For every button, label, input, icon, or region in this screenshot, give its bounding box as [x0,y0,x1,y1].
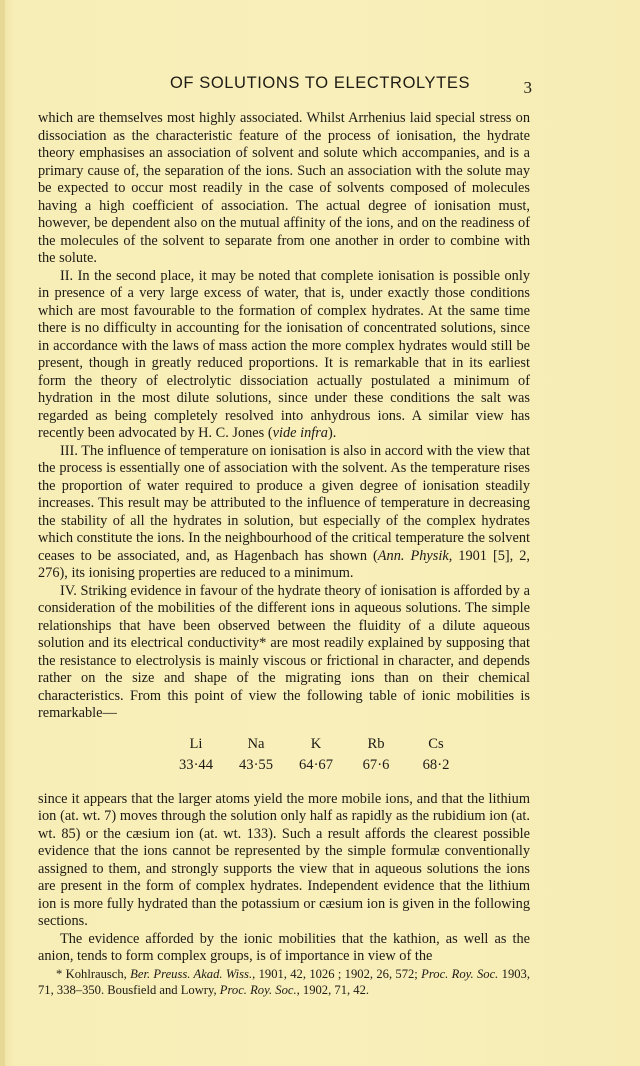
running-title: OF SOLUTIONS TO ELECTROLYTES [169,74,471,92]
paragraph-3-end: 1901 [5], 2, 276), its ionising properties are reduced to a minimum. [38,547,530,581]
paragraph-3-citation: Ann. Physik, [377,547,453,564]
ion-cell: Cs [428,735,444,752]
paragraph-3 [38,443,530,583]
page-number: 3 [523,78,532,97]
mobility-cell: 68·2 [422,757,450,773]
paragraph-5: since it appears that the larger atoms yield the more mobile ions, and that the lithium ion (at. wt. 7) moves through the solution only half as rapidly as the rubidium ion (at. wt. 85) or the cæsium ion (at. wt. 133). Such a result affords the clearest possible evidence that the ions cannot be represented by the simple formulæ conventionally assigned to them, and strongly supports the view that in aqueous solutions the ions are present in the form of complex hydrates. Independent evidence that the lithium ion is more fully hydrated than the potassium or cæsium ion is given in the following sections. [38,790,530,929]
paragraph-3-text: III. The influence of temperature on ionisation is also in accord with the view that the process is essentially one of association with the solvent. As the temperature rises the proportion of water required to produce a given degree of ionisation steadily increases. This result may be attributed to the influence of temperature in decreasing the stability of all the hydrates in solution, but especially of the complex hydrates which constitute the ions. In the neighbourhood of the critical temperature the solvent ceases to be associated, and, as Hagenbach has shown ( [38,442,530,564]
paragraph-2-end: ). [327,425,337,441]
ion-cell: Rb [367,735,385,752]
table-row-values [166,755,466,777]
paragraph-2-text: II. In the second place, it may be noted that complete ionisation is possible only in presence of a very large excess of water, that is, under exactly those conditions which are most favourable to the formation of complex hydrates. At the same time there is no difficulty in accounting for the ionisation of concentrated solutions, since in accordance with the laws of mass action the more complex hydrates would still be present, though in greatly reduced proportions. It is remarkable that in its earliest form the theory of electrolytic dissociation actually postulated a minimum of hydration in the most dilute solutions, since under these conditions the salt was regarded as being completely resolved into anhydrous ions. A similar view has recently been advocated by H. C. Jones ( [38,267,530,441]
footnote-journal: Proc. Roy. Soc., [219,983,300,997]
paragraph-6: The evidence afforded by the ionic mobilities that the kathion, as well as the anion, tends to form complex groups, is of importance in view of the [38,930,530,964]
table-row-ions [166,734,466,756]
mobility-cell: 64·67 [298,757,334,773]
mobility-cell: 33·44 [178,757,214,773]
footnote-journal: Proc. Roy. Soc. [421,967,499,981]
page-header [0,74,640,96]
paragraph-2 [38,268,530,443]
ion-cell: Li [189,735,203,752]
ionic-mobility-table [166,734,466,777]
mobility-cell: 67·6 [362,757,390,773]
paragraph-1: which are themselves most highly associated. Whilst Arrhenius laid special stress on dissociation as the characteristic feature of the process of ionisation, the hydrate theory emphasises an association of solvent and solute which accompanies, and is a primary cause of, the separation of the ions. Such an association with the solute may be expected to occur most readily in the case of solvents composed of molecules having a high coefficient of association. The actual degree of ionisation must, however, be dependent also on the mutual affinity of the ions, and on the readiness of the molecules of the solvent to separate from one another in order to combine with the solute. [38,110,530,266]
footnote-part: 1903, 71, 338–350. Bousfield and Lowry, [38,967,530,997]
ion-cell: Na [247,735,265,752]
mobility-cell: 43·55 [238,757,274,773]
main-text [38,110,530,966]
paragraph-4: IV. Striking evidence in favour of the hydrate theory of ionisation is afforded by a consideration of the mobilities of the different ions in aqueous solutions. The simple relationships that have been observed between the fluidity of a dilute aqueous solution and its electrical conductivity* are most readily explained by supposing that the resistance to electrolysis is mainly viscous or frictional in character, and depends rather on the size and shape of the migrating ions than on their chemical characteristics. From this point of view the following table of ionic mobilities is remarkable— [38,582,530,721]
footnote [38,966,530,998]
footnote-journal: Ber. Preuss. Akad. Wiss., [130,967,256,981]
paragraph-2-citation: vide infra [272,425,328,441]
ion-cell: K [310,735,322,752]
footnote-part: 1902, 71, 42. [299,983,370,997]
footnote-part: * Kohlrausch, [56,967,131,981]
footnote-part: 1901, 42, 1026 ; 1902, 26, 572; [255,967,422,981]
footnote-text [38,966,530,998]
page-edge [0,0,5,1066]
